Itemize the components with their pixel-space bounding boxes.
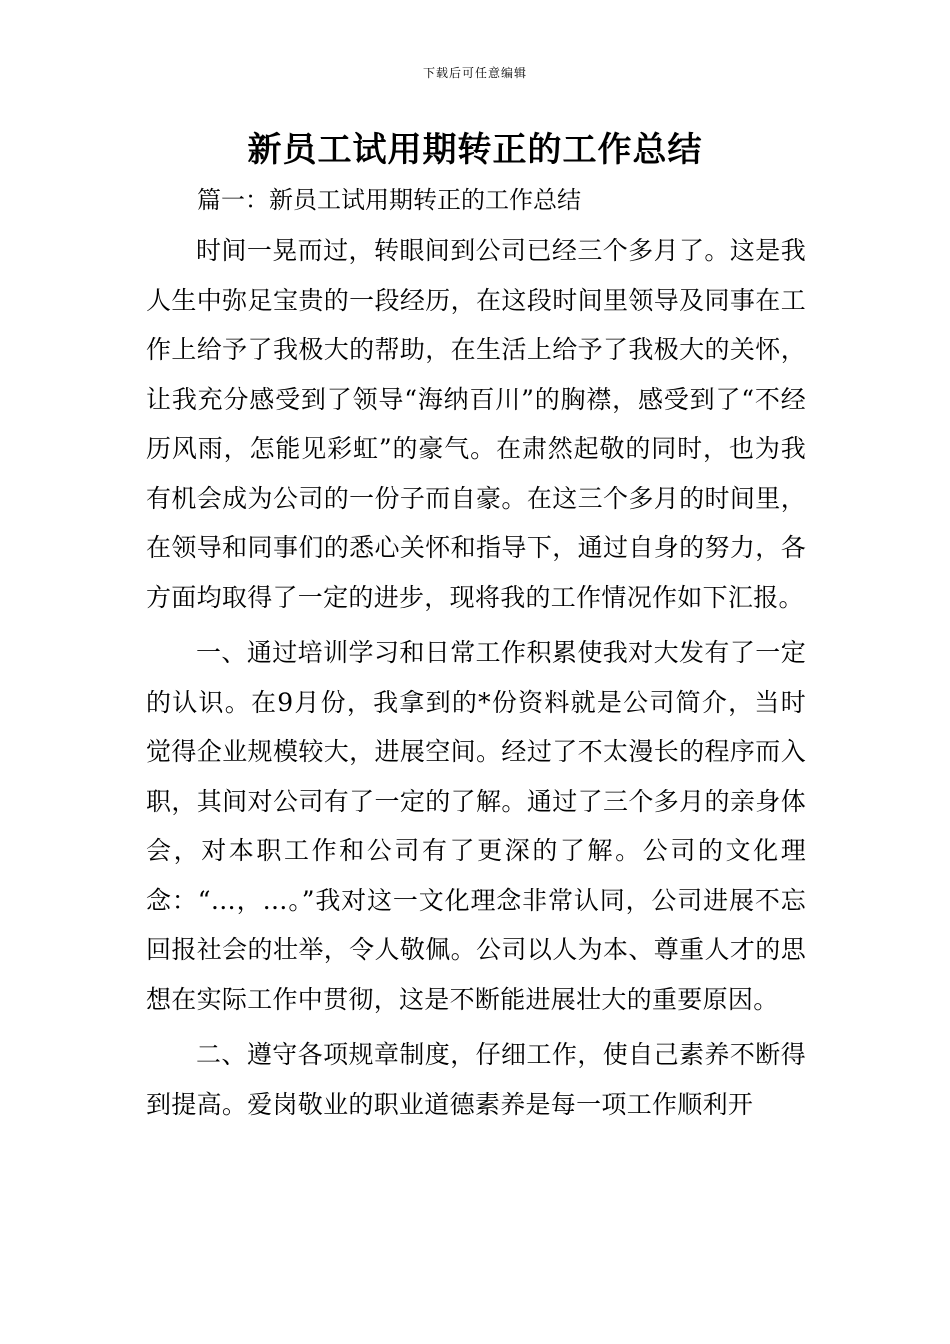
paragraph-intro: 时间一晃而过，转眼间到公司已经三个多月了。这是我人生中弥足宝贵的一段经历，在这段时间里领导及同事在工作上给予了我极大的帮助，在生活上给予了我极大的关怀，让我充分感受到了领导“海纳百川”的胸襟，感受到了“不经历风雨，怎能见彩虹”的豪气。在肃然起敬的同时，也为我有机会成为公司的一份子而自豪。在这三个多月的时间里，在领导和同事们的悉心关怀和指导下，通过自身的努力，各方面均取得了一定的进步，现将我的工作情况作如下汇报。 (146, 236, 806, 612)
document-subtitle: 篇一：新员工试用期转正的工作总结 (197, 186, 581, 214)
document-body (146, 226, 806, 1129)
paragraph-section-1: 一、通过培训学习和日常工作积累使我对大发有了一定的认识。在9月份，我拿到的*份资料就是公司简介，当时觉得企业规模较大，进展空间。经过了不太漫长的程序而入职，其间对公司有了一定的了解。通过了三个多月的亲身体会，对本职工作和公司有了更深的了解。公司的文化理念：“…，…。”我对这一文化理念非常认同，公司进展不忘回报社会的壮举，令人敬佩。公司以人为本、尊重人才的思想在实际工作中贯彻，这是不断能进展壮大的重要原因。 (146, 638, 806, 1014)
page-header-note: 下载后可任意编辑 (422, 66, 527, 80)
paragraph-section-2: 二、遵守各项规章制度，仔细工作，使自己素养不断得到提高。爱岗敬业的职业道德素养是每一项工作顺利开 (146, 1040, 806, 1119)
document-title: 新员工试用期转正的工作总结 (247, 130, 703, 170)
